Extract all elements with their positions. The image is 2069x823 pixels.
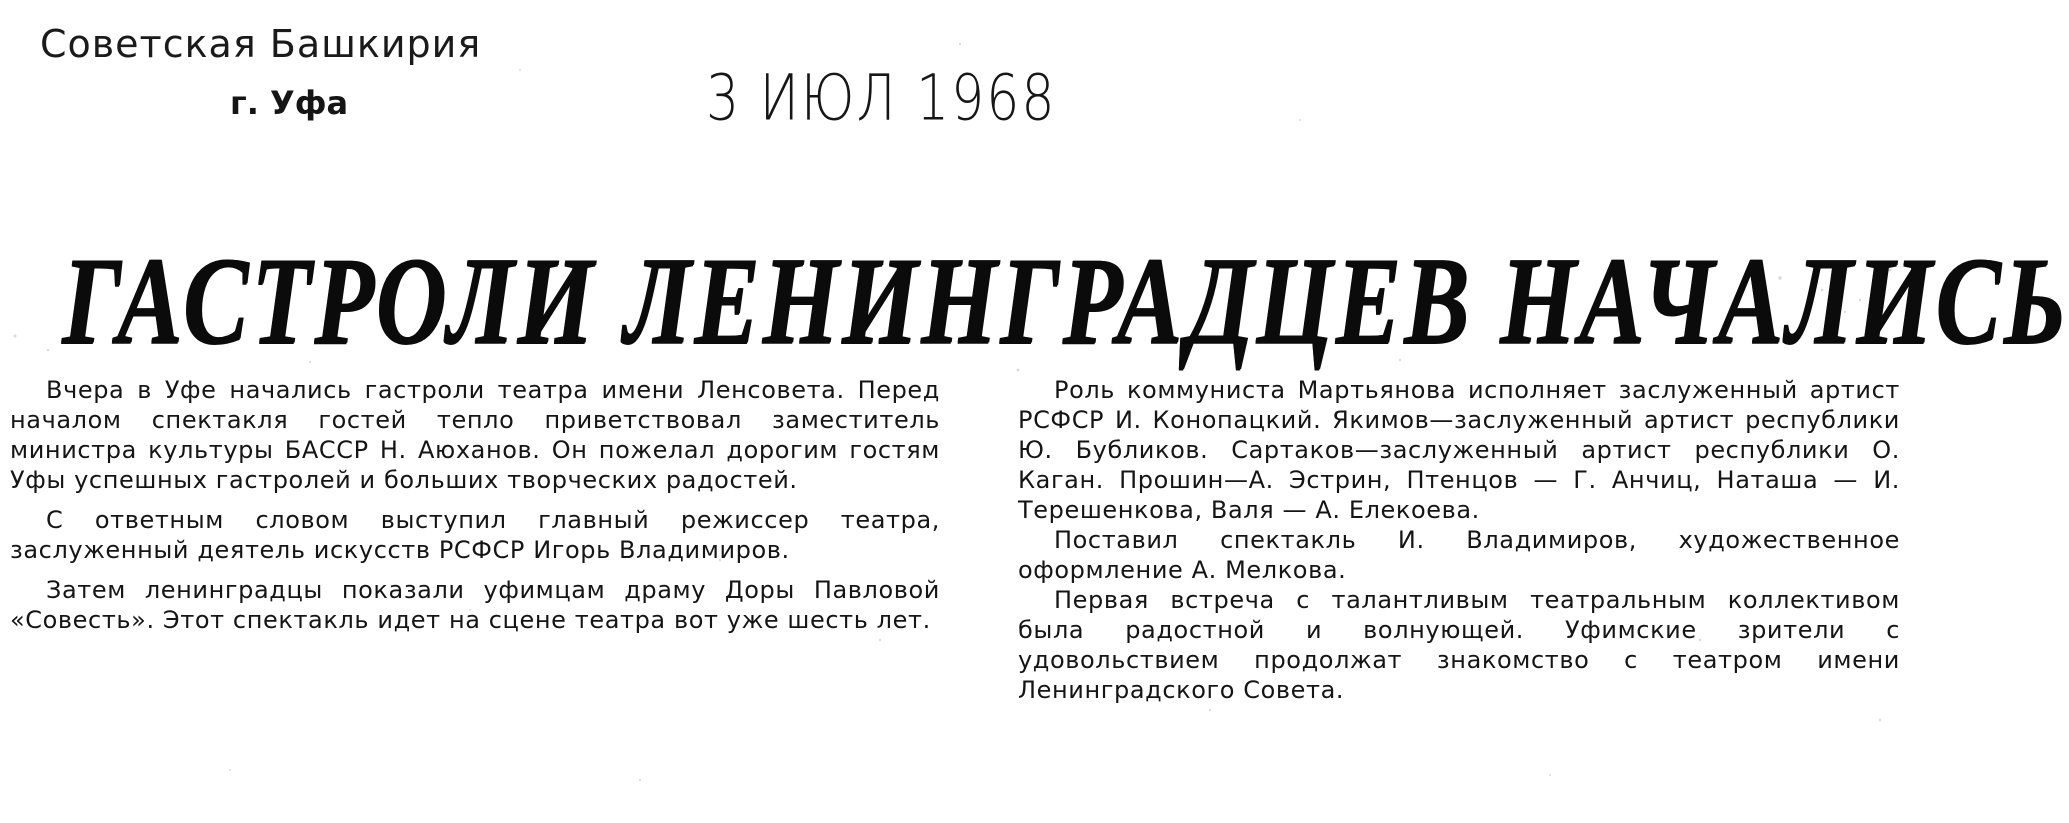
- paragraph: Роль коммуниста Мартьянова исполняет заслуженный артист РСФСР И. Конопацкий. Якимов—заслуженный артист республики Ю. Бубликов. Сартаков—заслуженный артист республики О. Каган. Прошин—А. Эстрин, Птенцов — Г. Анчиц, Наташа — И. Терешенкова, Валя — А. Елекоева.: [1018, 376, 1900, 524]
- article-column-right: [1018, 375, 1900, 705]
- paragraph: С ответным словом выступил главный режиссер театра, заслуженный деятель искусств РСФСР Игорь Владимиров.: [10, 506, 940, 564]
- paragraph: Первая встреча с талантливым театральным коллективом была радостной и волнующей. Уфимские зрители с удовольствием продолжат знакомство с театром имени Ленинградского Совета.: [1018, 586, 1900, 704]
- paragraph: Затем ленинградцы показали уфимцам драму Доры Павловой «Совесть». Этот спектакль идет на сцене театра вот уже шесть лет.: [10, 576, 940, 634]
- article-body: [0, 375, 1913, 823]
- city-label: г. Уфа: [230, 84, 349, 122]
- paragraph: Поставил спектакль И. Владимиров, художественное оформление А. Мелкова.: [1018, 526, 1900, 584]
- newspaper-name: Советская Башкирия: [40, 22, 482, 66]
- article-headline: ГАСТРОЛИ ЛЕНИНГРАДЦЕВ НАЧАЛИСЬ: [62, 232, 2069, 371]
- article-column-left: [10, 375, 940, 635]
- masthead: [40, 22, 600, 132]
- date-stamp: 3 ИЮЛ 1968: [706, 62, 1057, 136]
- paragraph: Вчера в Уфе начались гастроли театра имени Ленсовета. Перед началом спектакля гостей тепло приветствовал заместитель министра культуры БАССР Н. Аюханов. Он пожелал дорогим гостям Уфы успешных гастролей и больших творческих радостей.: [10, 376, 940, 494]
